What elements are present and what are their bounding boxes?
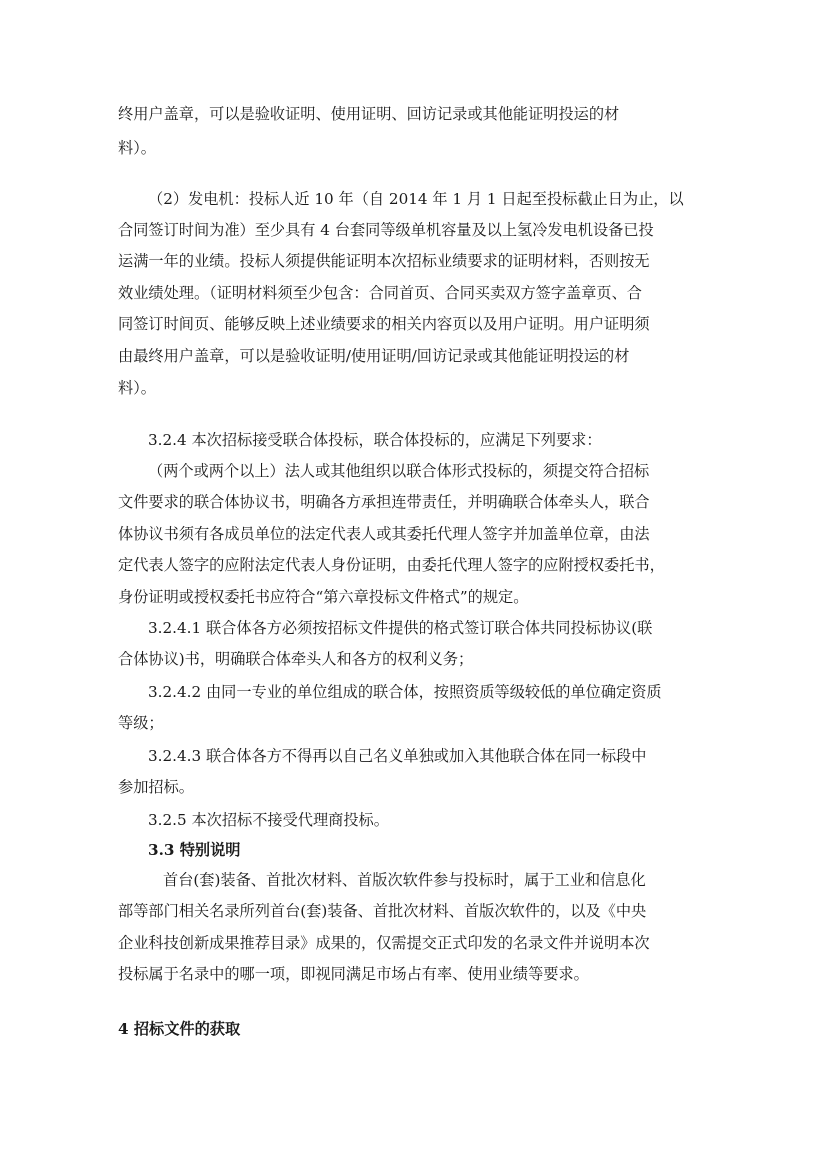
text-line: 运满一年的业绩。投标人须提供能证明本次招标业绩要求的证明材料，否则按无	[118, 252, 650, 270]
text-line: 身份证明或授权委托书应符合“第六章投标文件格式”的规定。	[118, 588, 529, 606]
section-heading-3-3: 3.3 特别说明	[148, 841, 241, 859]
section-heading-3-2-4: 3.2.4 本次招标接受联合体投标，联合体投标的，应满足下列要求：	[148, 431, 602, 449]
text-line: 由最终用户盖章，可以是验收证明/使用证明/回访记录或其他能证明投运的材	[118, 347, 630, 365]
text-line: 合同签订时间为准）至少具有 4 台套同等级单机容量及以上氢冷发电机设备已投	[118, 221, 654, 239]
text-line: 3.2.5 本次招标不接受代理商投标。	[148, 811, 389, 829]
text-line: 体协议书须有各成员单位的法定代表人或其委托代理人签字并加盖单位章，由法	[118, 525, 650, 543]
text-line: 定代表人签字的应附法定代表人身份证明，由委托代理人签字的应附授权委托书，	[118, 556, 665, 574]
text-line: 3.2.4.1 联合体各方必须按招标文件提供的格式签订联合体共同投标协议(联	[148, 619, 653, 637]
text-line: （两个或两个以上）法人或其他组织以联合体形式投标的，须提交符合招标	[148, 462, 650, 480]
text-line: 文件要求的联合体协议书，明确各方承担连带责任，并明确联合体牵头人，联合	[118, 493, 650, 511]
section-heading-4: 4 招标文件的获取	[118, 1020, 241, 1038]
text-line: 参加招标。	[118, 778, 194, 796]
text-line: 等级；	[118, 714, 164, 732]
text-line: 料）。	[118, 379, 156, 397]
text-line: 投标属于名录中的哪一项，即视同满足市场占有率、使用业绩等要求。	[118, 965, 589, 983]
text-line: 首台(套)装备、首批次材料、首版次软件参与投标时，属于工业和信息化	[163, 871, 646, 889]
text-line: 部等部门相关名录所列首台(套)装备、首批次材料、首版次软件的，以及《中央	[118, 902, 647, 920]
text-line: 效业绩处理。（证明材料须至少包含：合同首页、合同买卖双方签字盖章页、合	[118, 284, 642, 302]
text-line: 同签订时间页、能够反映上述业绩要求的相关内容页以及用户证明。用户证明须	[118, 315, 650, 333]
text-line: 合体协议)书，明确联合体牵头人和各方的权利义务；	[118, 650, 474, 668]
text-line: 料）。	[118, 139, 156, 157]
text-line: 企业科技创新成果推荐目录》成果的，仅需提交正式印发的名录文件并说明本次	[118, 934, 650, 952]
text-line: 3.2.4.2 由同一专业的单位组成的联合体，按照资质等级较低的单位确定资质	[148, 683, 662, 701]
text-line: 3.2.4.3 联合体各方不得再以自己名义单独或加入其他联合体在同一标段中	[148, 747, 647, 765]
text-line: 终用户盖章，可以是验收证明、使用证明、回访记录或其他能证明投运的材	[118, 105, 620, 123]
text-line: （2）发电机：投标人近 10 年（自 2014 年 1 月 1 日起至投标截止日为止，以	[148, 190, 684, 208]
